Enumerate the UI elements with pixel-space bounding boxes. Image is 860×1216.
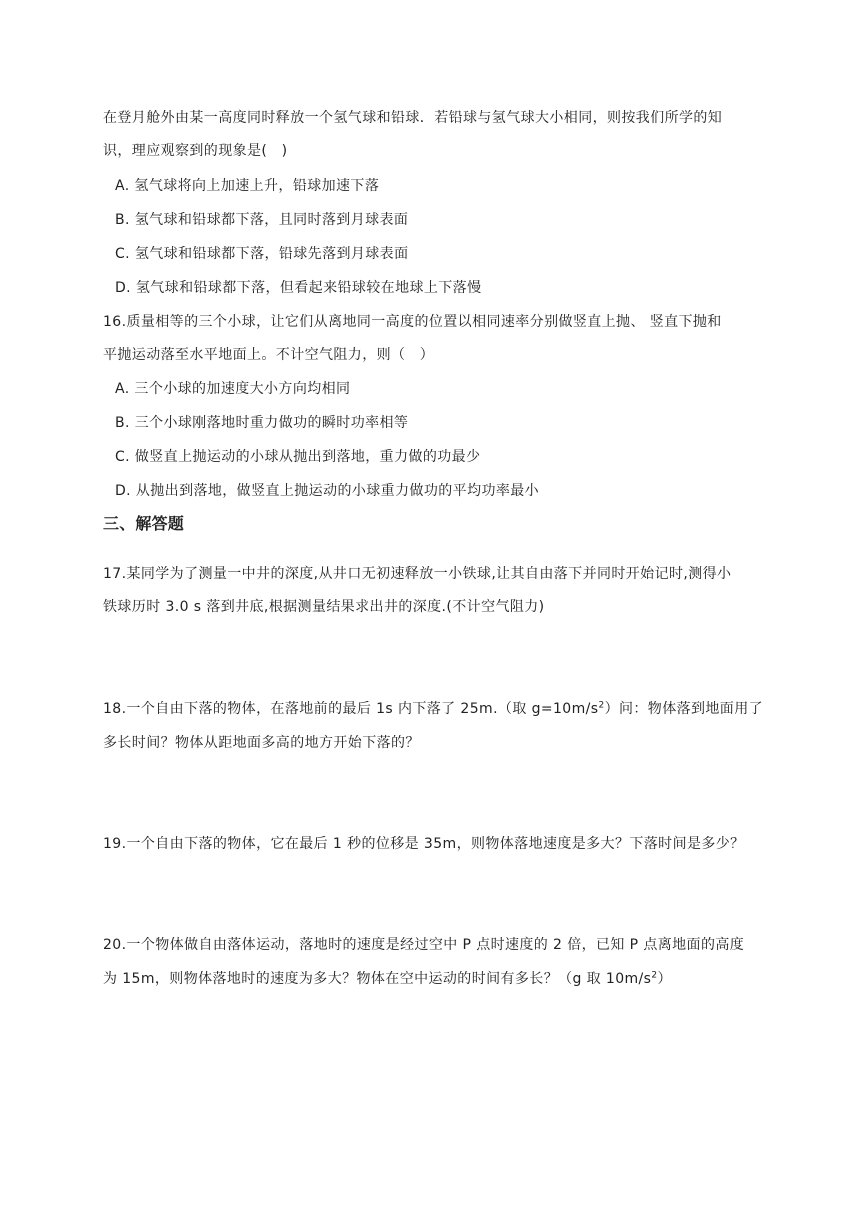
q18-line1-text-a: 18.一个自由下落的物体，在落地前的最后 1s 内下落了 25m.（取 g=10m/s (103, 701, 599, 717)
q17-line2: 铁球历时 3.0 s 落到井底,根据测量结果求出井的深度.(不计空气阻力) (103, 599, 545, 615)
q16-stem-line1: 16.质量相等的三个小球，让它们从离地同一高度的位置以相同速率分别做竖直上抛、 竖直下抛和 (103, 314, 722, 330)
q16-option-a: A. 三个小球的加速度大小方向均相同 (115, 381, 351, 397)
q20-line2 (103, 969, 672, 989)
section-heading: 三、解答题 (103, 514, 185, 533)
q16-stem-line2: 平抛运动落至水平地面上。不计空气阻力，则（ ） (103, 347, 435, 363)
q20-line1: 20.一个物体做自由落体运动，落地时的速度是经过空中 P 点时速度的 2 倍，已知 P 点离地面的高度 (103, 937, 745, 953)
q20-line2-text-b: ） (657, 971, 672, 987)
q15-option-c: C. 氢气球和铅球都下落，铅球先落到月球表面 (115, 246, 409, 262)
q16-option-d: D. 从抛出到落地，做竖直上抛运动的小球重力做功的平均功率最小 (115, 483, 540, 499)
q18-line1-text-b: ）问：物体落到地面用了 (604, 701, 763, 717)
q15-stem-line2: 识，理应观察到的现象是( ) (103, 143, 288, 159)
q20-line2-text-a: 为 15m，则物体落地时的速度为多大？物体在空中运动的时间有多长？（g 取 10m/s (103, 971, 652, 987)
q15-option-a: A. 氢气球将向上加速上升，铅球加速下落 (115, 178, 380, 194)
q19-line1: 19.一个自由下落的物体，它在最后 1 秒的位移是 35m，则物体落地速度是多大？下落时间是多少？ (103, 836, 745, 852)
q15-option-b: B. 氢气球和铅球都下落，且同时落到月球表面 (115, 212, 409, 228)
q20-superscript: 2 (651, 970, 658, 981)
q16-option-c: C. 做竖直上抛运动的小球从抛出到落地，重力做的功最少 (115, 449, 481, 465)
q17-line1: 17.某同学为了测量一中井的深度,从井口无初速释放一小铁球,让其自由落下并同时开始记时,测得小 (103, 566, 732, 582)
q16-option-b: B. 三个小球刚落地时重力做功的瞬时功率相等 (115, 415, 409, 431)
q15-option-d: D. 氢气球和铅球都下落，但看起来铅球较在地球上下落慢 (115, 280, 482, 296)
q18-line2: 多长时间？物体从距地面多高的地方开始下落的？ (103, 735, 420, 751)
q18-line1 (103, 699, 763, 719)
q18-superscript: 2 (598, 700, 605, 711)
q15-stem-line1: 在登月舱外由某一高度同时释放一个氢气球和铅球．若铅球与氢气球大小相同，则按我们所学的知 (103, 110, 723, 126)
